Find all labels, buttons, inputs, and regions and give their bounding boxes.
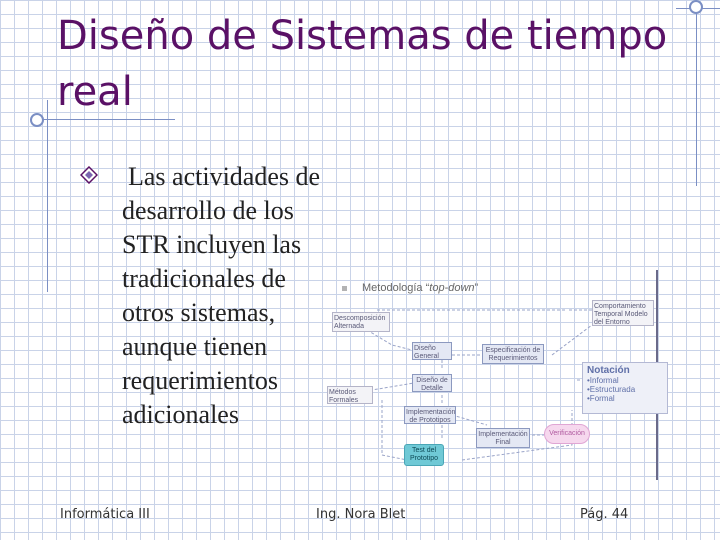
bullet-text — [80, 160, 340, 432]
box-especificacion: Especificación de Requerimientos — [482, 344, 544, 364]
bullet-line: tradicionales de — [122, 264, 286, 293]
box-metodos-formales: Métodos Formales — [327, 386, 373, 404]
diamond-bullet-icon — [80, 166, 98, 184]
notation-title: Notación — [587, 365, 630, 376]
footer-center: Ing. Nora Blet — [316, 507, 406, 522]
bullet-line: adicionales — [122, 400, 239, 429]
footer-page-number: Pág. 44 — [580, 507, 629, 522]
box-implementacion-final: Implementación Final — [476, 428, 530, 448]
box-comportamiento: Comportamiento Temporal Modelo del Entorno — [592, 300, 654, 326]
decorative-line — [696, 0, 697, 186]
bullet-point — [80, 160, 340, 432]
box-verificacion: Verificación — [544, 424, 590, 444]
notation-item: •Informal — [587, 376, 619, 385]
notation-item: •Formal — [587, 394, 615, 403]
box-disenio-general: Diseño General — [412, 342, 452, 360]
square-bullet-icon — [342, 286, 347, 291]
decorative-line — [30, 119, 175, 120]
slide-title: Diseño de Sistemas de tiempo real — [57, 13, 668, 115]
decorative-line — [47, 100, 48, 292]
diagram-title: Metodología “top-down” — [362, 282, 479, 294]
bullet-line: otros sistemas, — [122, 298, 276, 327]
box-implementacion-prototipo: Implementación de Prototipos — [404, 406, 456, 424]
footer-left: Informática III — [60, 507, 150, 522]
box-descomposicion: Descomposición Alternada — [332, 312, 390, 332]
notation-box — [582, 362, 668, 414]
decorative-circle — [689, 0, 703, 14]
box-test-prototipo: Test del Prototipo — [404, 444, 444, 466]
box-disenio-detalle: Diseño de Detalle — [412, 374, 452, 392]
bullet-line: desarrollo de los — [122, 196, 294, 225]
bullet-line: aunque tienen — [122, 332, 268, 361]
bullet-line: requerimientos — [122, 366, 278, 395]
bullet-line: Las actividades de — [128, 162, 321, 191]
notation-item: •Estructurada — [587, 385, 636, 394]
decorative-circle — [30, 113, 44, 127]
methodology-diagram — [322, 270, 692, 480]
bullet-line: STR incluyen las — [122, 230, 302, 259]
